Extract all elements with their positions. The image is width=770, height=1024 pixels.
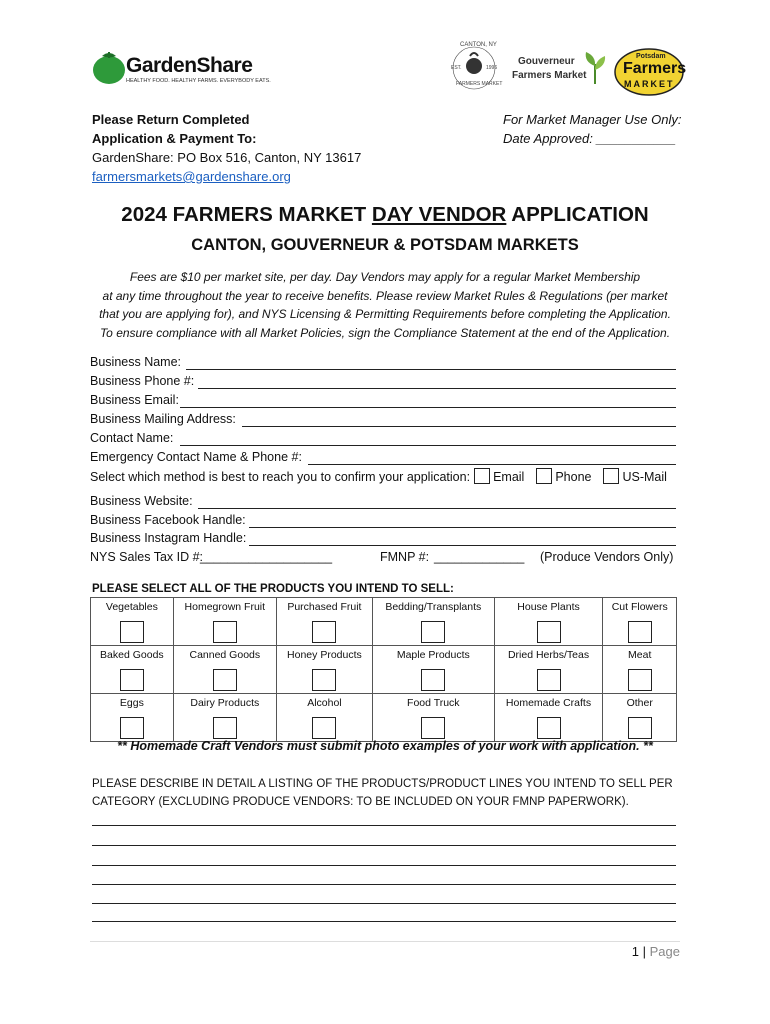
intro-text bbox=[90, 268, 680, 342]
tomato-icon bbox=[92, 50, 128, 86]
description-line[interactable] bbox=[92, 921, 676, 922]
product-cell bbox=[91, 646, 174, 694]
potsdam-logo-line3: MARKET bbox=[624, 79, 675, 89]
business-phone-label: Business Phone #: bbox=[90, 374, 195, 388]
product-label: Eggs bbox=[119, 697, 144, 709]
product-checkbox[interactable] bbox=[213, 717, 237, 739]
craft-vendor-note: ** Homemade Craft Vendors must submit photo examples of your work with application. ** bbox=[117, 739, 653, 753]
potsdam-logo-line1: Potsdam bbox=[636, 53, 666, 60]
business-email-label: Business Email: bbox=[90, 393, 179, 407]
gardenshare-tagline: HEALTHY FOOD. HEALTHY FARMS. EVERYBODY EATS. bbox=[126, 78, 271, 84]
leaf-sprout-icon bbox=[582, 50, 608, 84]
gouverneur-logo-line1: Gouverneur bbox=[518, 56, 575, 67]
description-line[interactable] bbox=[92, 903, 676, 904]
intro-line: Fees are $10 per market site, per day. Day Vendors may apply for a regular Market Membership bbox=[129, 270, 641, 284]
business-name-label: Business Name: bbox=[90, 355, 182, 369]
canton-logo-year: 1996 bbox=[486, 65, 498, 71]
contact-name-label: Contact Name: bbox=[90, 431, 174, 445]
product-label: Homegrown Fruit bbox=[184, 601, 266, 613]
product-label: Dairy Products bbox=[190, 697, 260, 709]
product-label: Purchased Fruit bbox=[287, 601, 362, 613]
product-checkbox[interactable] bbox=[537, 717, 561, 739]
return-info-line2: Application & Payment To: bbox=[92, 131, 257, 146]
description-line[interactable] bbox=[92, 825, 676, 826]
description-line[interactable] bbox=[92, 865, 676, 866]
product-cell bbox=[276, 694, 372, 742]
emergency-contact-field[interactable] bbox=[308, 464, 676, 465]
product-label: Vegetables bbox=[105, 601, 158, 613]
product-cell bbox=[494, 646, 603, 694]
potsdam-market-logo bbox=[614, 48, 687, 96]
sales-tax-field[interactable]: ___________________ bbox=[200, 550, 333, 564]
product-label: Meat bbox=[628, 649, 652, 661]
product-checkbox[interactable] bbox=[421, 621, 445, 643]
page-separator: | bbox=[642, 944, 646, 959]
product-checkbox[interactable] bbox=[213, 621, 237, 643]
fmnp-field[interactable]: _____________ bbox=[434, 550, 525, 564]
product-checkbox[interactable] bbox=[312, 621, 336, 643]
product-checkbox[interactable] bbox=[312, 717, 336, 739]
mailing-address-field[interactable] bbox=[242, 426, 676, 427]
canton-logo-subtitle: FARMERS MARKET bbox=[456, 81, 503, 87]
facebook-field[interactable] bbox=[249, 527, 676, 528]
canton-market-logo bbox=[446, 44, 502, 92]
email-option-label: Email bbox=[493, 470, 525, 484]
products-heading: PLEASE SELECT ALL OF THE PRODUCTS YOU INTEND TO SELL: bbox=[92, 583, 454, 595]
product-checkbox[interactable] bbox=[537, 669, 561, 691]
email-checkbox[interactable] bbox=[474, 468, 490, 484]
date-approved-label: Date Approved: ___________ bbox=[503, 131, 676, 146]
product-checkbox[interactable] bbox=[421, 717, 445, 739]
phone-checkbox[interactable] bbox=[536, 468, 552, 484]
product-checkbox[interactable] bbox=[120, 717, 144, 739]
product-cell bbox=[276, 598, 372, 646]
intro-line: that you are applying for), and NYS Licensing & Permitting Requirements before completing the Application. bbox=[99, 307, 671, 321]
describe-line1: PLEASE DESCRIBE IN DETAIL A LISTING OF THE PRODUCTS/PRODUCT LINES YOU INTEND TO SELL PER bbox=[92, 778, 673, 790]
return-info-line1: Please Return Completed bbox=[92, 112, 250, 127]
business-name-field[interactable] bbox=[186, 369, 676, 370]
describe-instructions bbox=[92, 775, 682, 811]
potsdam-logo-line2: Farmers bbox=[623, 60, 687, 77]
intro-line: at any time throughout the year to receive benefits. Please review Market Rules & Regulations (per market bbox=[102, 288, 668, 303]
gardenshare-name: GardenShare bbox=[126, 54, 253, 77]
product-cell bbox=[276, 646, 372, 694]
footer-divider bbox=[90, 941, 680, 942]
page-subtitle: CANTON, GOUVERNEUR & POTSDAM MARKETS bbox=[191, 236, 579, 254]
manager-use-label: For Market Manager Use Only: bbox=[503, 112, 682, 127]
product-label: Canned Goods bbox=[189, 649, 261, 661]
product-cell bbox=[494, 598, 603, 646]
usmail-option-label: US-Mail bbox=[622, 470, 667, 484]
manager-use-only bbox=[503, 110, 681, 148]
product-checkbox[interactable] bbox=[628, 669, 652, 691]
product-label: Cut Flowers bbox=[611, 601, 668, 613]
instagram-field[interactable] bbox=[249, 545, 676, 546]
product-cell bbox=[173, 694, 276, 742]
product-cell bbox=[91, 694, 174, 742]
product-label: Dried Herbs/Teas bbox=[507, 649, 590, 661]
product-checkbox[interactable] bbox=[537, 621, 561, 643]
intro-line: To ensure compliance with all Market Policies, sign the Compliance Statement at the end of the Application. bbox=[99, 325, 671, 340]
gouverneur-market-logo bbox=[512, 50, 608, 86]
page-title: 2024 FARMERS MARKET DAY VENDOR APPLICATION bbox=[121, 203, 649, 226]
usmail-checkbox[interactable] bbox=[603, 468, 619, 484]
product-cell bbox=[494, 694, 603, 742]
product-cell bbox=[173, 598, 276, 646]
canton-logo-text: CANTON, NY bbox=[460, 42, 497, 48]
fmnp-note: (Produce Vendors Only) bbox=[540, 550, 674, 564]
description-line[interactable] bbox=[92, 884, 676, 885]
product-cell bbox=[372, 646, 494, 694]
product-cell bbox=[372, 694, 494, 742]
product-label: Other bbox=[626, 697, 653, 709]
product-label: Food Truck bbox=[407, 697, 460, 709]
page-footer bbox=[600, 944, 680, 959]
product-checkbox[interactable] bbox=[213, 669, 237, 691]
products-row bbox=[91, 598, 677, 646]
product-cell bbox=[372, 598, 494, 646]
canton-logo-est: EST. bbox=[451, 65, 462, 71]
business-phone-field[interactable] bbox=[198, 388, 676, 389]
return-info bbox=[92, 110, 361, 186]
gouverneur-logo-line2: Farmers Market bbox=[512, 70, 587, 81]
product-checkbox[interactable] bbox=[628, 717, 652, 739]
product-label: Baked Goods bbox=[100, 649, 164, 661]
product-checkbox[interactable] bbox=[312, 669, 336, 691]
contact-method-label: Select which method is best to reach you to confirm your application: bbox=[90, 470, 471, 484]
product-checkbox[interactable] bbox=[120, 669, 144, 691]
product-label: Maple Products bbox=[396, 649, 470, 661]
product-checkbox[interactable] bbox=[421, 669, 445, 691]
product-label: Bedding/Transplants bbox=[385, 601, 482, 613]
sales-tax-label: NYS Sales Tax ID #: bbox=[90, 550, 204, 564]
return-address: GardenShare: PO Box 516, Canton, NY 13617 bbox=[92, 150, 362, 165]
fmnp-label: FMNP #: bbox=[380, 550, 430, 564]
contact-method-row bbox=[90, 468, 667, 484]
emergency-contact-label: Emergency Contact Name & Phone #: bbox=[90, 450, 302, 464]
description-line[interactable] bbox=[92, 845, 676, 846]
product-label: Honey Products bbox=[287, 649, 362, 661]
return-email-link[interactable]: farmersmarkets@gardenshare.org bbox=[92, 169, 291, 184]
product-label: Homemade Crafts bbox=[505, 697, 592, 709]
contact-name-field[interactable] bbox=[180, 445, 676, 446]
products-row bbox=[91, 646, 677, 694]
product-checkbox[interactable] bbox=[120, 621, 144, 643]
product-cell bbox=[603, 598, 677, 646]
instagram-label: Business Instagram Handle: bbox=[90, 531, 247, 545]
product-cell bbox=[91, 598, 174, 646]
page-label: Page bbox=[649, 944, 680, 959]
describe-line2: CATEGORY (EXCLUDING PRODUCE VENDORS: TO BE INCLUDED ON YOUR FMNP PAPERWORK). bbox=[92, 796, 629, 808]
product-label: House Plants bbox=[517, 601, 580, 613]
product-cell bbox=[603, 694, 677, 742]
product-cell bbox=[173, 646, 276, 694]
facebook-label: Business Facebook Handle: bbox=[90, 513, 246, 527]
product-cell bbox=[603, 646, 677, 694]
business-email-field[interactable] bbox=[180, 407, 676, 408]
products-grid bbox=[90, 597, 677, 742]
product-label: Alcohol bbox=[307, 697, 342, 709]
gardenshare-logo bbox=[92, 48, 271, 90]
products-row bbox=[91, 694, 677, 742]
page-number: 1 bbox=[631, 944, 639, 959]
mailing-address-label: Business Mailing Address: bbox=[90, 412, 236, 426]
product-checkbox[interactable] bbox=[628, 621, 652, 643]
website-field[interactable] bbox=[198, 508, 676, 509]
website-label: Business Website: bbox=[90, 494, 193, 508]
phone-option-label: Phone bbox=[555, 470, 592, 484]
